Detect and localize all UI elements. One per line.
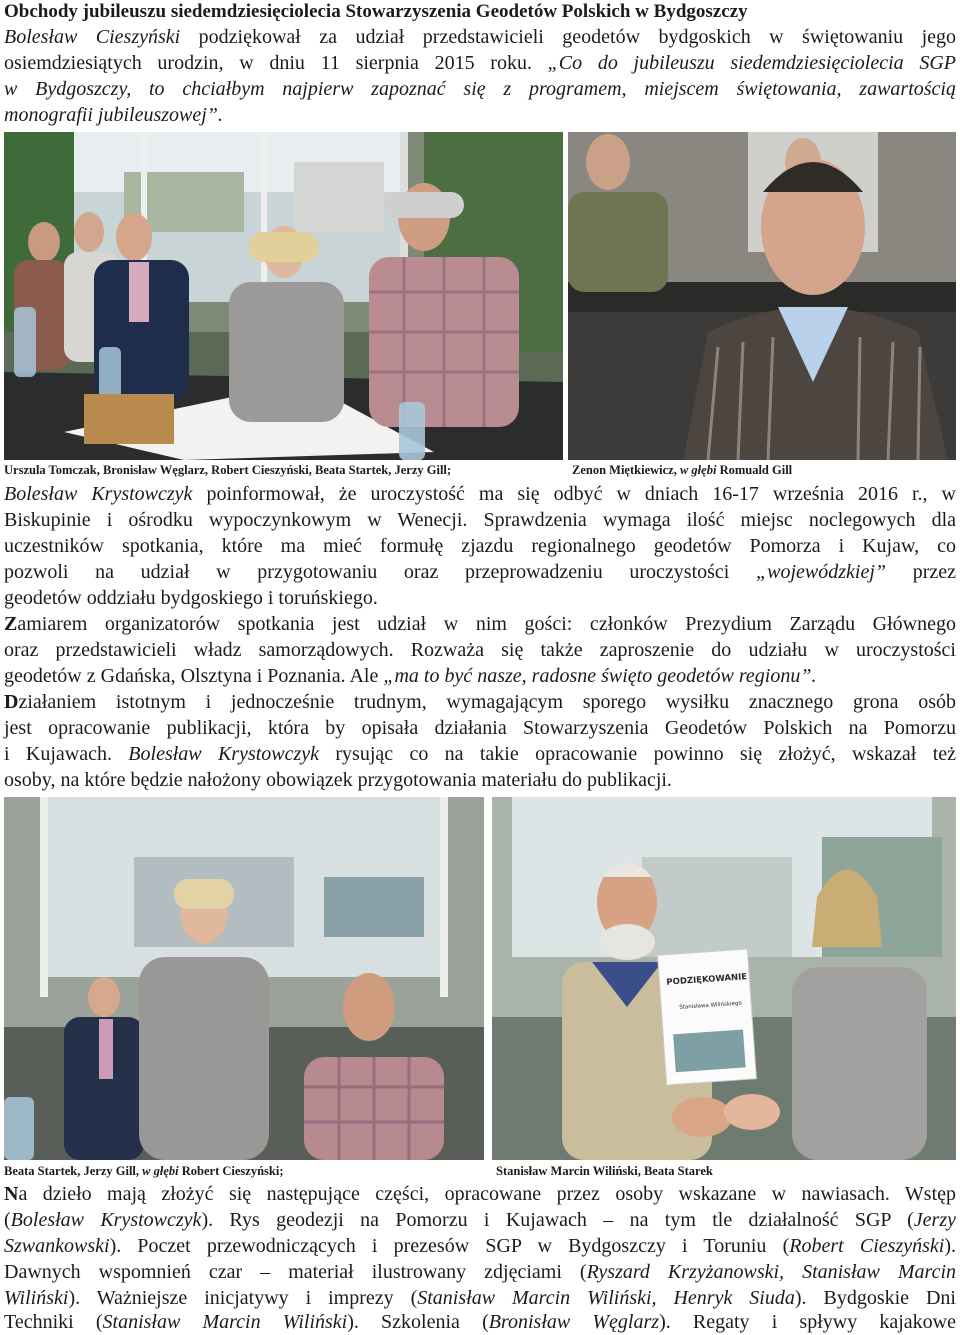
- body1-line-3: uczestników spotkania, które ma mieć formułę zjazdu regionalnego geodetów Pomorza i Kujaw, co: [4, 535, 956, 557]
- body1-line-4: pozwoli na udział w przygotowaniu oraz przeprowadzeniu uroczystości „wojewódzkiej” przez: [4, 561, 956, 583]
- caption-photo-portrait: Zenon Miętkiewicz, w głębi Romuald Gill: [572, 463, 793, 477]
- photo-standing-speaker: [4, 797, 484, 1160]
- certificate-name: Stanisława Wilińskiego: [679, 1000, 743, 1011]
- body1-line-6: Zamiarem organizatorów spotkania jest udział w nim gości: członków Prezydium Zarządu Głównego: [4, 613, 956, 635]
- photo-portrait: [568, 132, 956, 460]
- certificate-heading: PODZIĘKOWANIE: [666, 972, 748, 988]
- body2-line-2: (Bolesław Krystowczyk). Rys geodezji na Pomorzu i Kujawach – na tym tle działalność SGP (Jerzy: [4, 1209, 956, 1231]
- body1-line-1: Bolesław Krystowczyk poinformował, że uroczystość ma się odbyć w dniach 16-17 września 2016 r., w: [4, 483, 956, 505]
- body1-line-11: i Kujawach. Bolesław Krystowczyk rysując co na takie opracowanie powinno się złożyć, wskazał też: [4, 743, 957, 765]
- body2-line-1: Na dzieło mają złożyć się następujące części, opracowane przez osoby wskazane w nawiasach. Wstęp: [4, 1183, 956, 1205]
- caption-photo-certificate: Stanisław Marcin Wiliński, Beata Starek: [496, 1164, 713, 1178]
- body1-line-10: jest opracowanie publikacji, która by opisała działania Stowarzyszenia Geodetów Polskich na Pomorzu: [4, 717, 956, 739]
- photo-meeting-table: [4, 132, 563, 460]
- photo-certificate-presentation: [492, 797, 956, 1160]
- caption-photo-meeting: Urszula Tomczak, Bronisław Węglarz, Robert Cieszyński, Beata Startek, Jerzy Gill;: [4, 463, 452, 477]
- body2-line-6: Techniki (Stanisław Marcin Wiliński). Szkolenia (Bronisław Węglarz). Regaty i spływy kajakowe: [4, 1311, 956, 1333]
- intro-line-3: w Bydgoszczy, to chciałbym najpierw zapoznać się z programem, miejscem świętowania, zawartością: [4, 78, 956, 100]
- intro-line-2: osiemdziesiątych urodzin, w dniu 11 sierpnia 2015 roku. „Co do jubileuszu siedemdziesięciolecia SGP: [4, 52, 956, 74]
- caption-photo-standing: Beata Startek, Jerzy Gill, w głębi Robert Cieszyński;: [4, 1164, 284, 1178]
- intro-line-1: Bolesław Cieszyński podziękował za udział przedstawicieli geodetów bydgoskich w świętowaniu jego: [4, 26, 957, 48]
- body1-line-12: osoby, na które będzie nałożony obowiązek przygotowania materiału do publikacji.: [4, 769, 672, 791]
- body2-line-4: Dawnych wspomnień czar – materiał ilustrowany zdjęciami (Ryszard Krzyżanowski, Stanisław Marcin: [4, 1261, 957, 1283]
- body1-line-7: oraz przedstawicieli władz samorządowych. Rozważa się także zaproszenie do udziału w uroczystości: [4, 639, 956, 661]
- intro-line-4: monografii jubileuszowej”.: [4, 104, 223, 126]
- article-title: Obchody jubileuszu siedemdziesięciolecia Stowarzyszenia Geodetów Polskich w Bydgoszczy: [4, 1, 748, 22]
- body2-line-5: Wiliński). Ważniejsze inicjatywy i imprezy (Stanisław Marcin Wiliński, Henryk Siuda). Bydgoskie Dni: [4, 1287, 956, 1309]
- body2-line-3: Szwankowski). Poczet przewodniczących i prezesów SGP w Bydgoszczy i Toruniu (Robert Cieszyński).: [4, 1235, 956, 1257]
- body1-line-5: geodetów oddziału bydgoskiego i toruńskiego.: [4, 587, 378, 609]
- body1-line-9: Działaniem istotnym i jednocześnie trudnym, wymagającym sporego wysiłku znacznego grona osób: [4, 691, 956, 713]
- body1-line-8: geodetów z Gdańska, Olsztyna i Poznania. Ale „ma to być nasze, radosne święto geodetów regionu”.: [4, 665, 817, 687]
- body1-line-2: Biskupinie i ośrodku wypoczynkowym w Wenecji. Sprawdzenia wymaga ilość miejsc noclegowych dla: [4, 509, 956, 531]
